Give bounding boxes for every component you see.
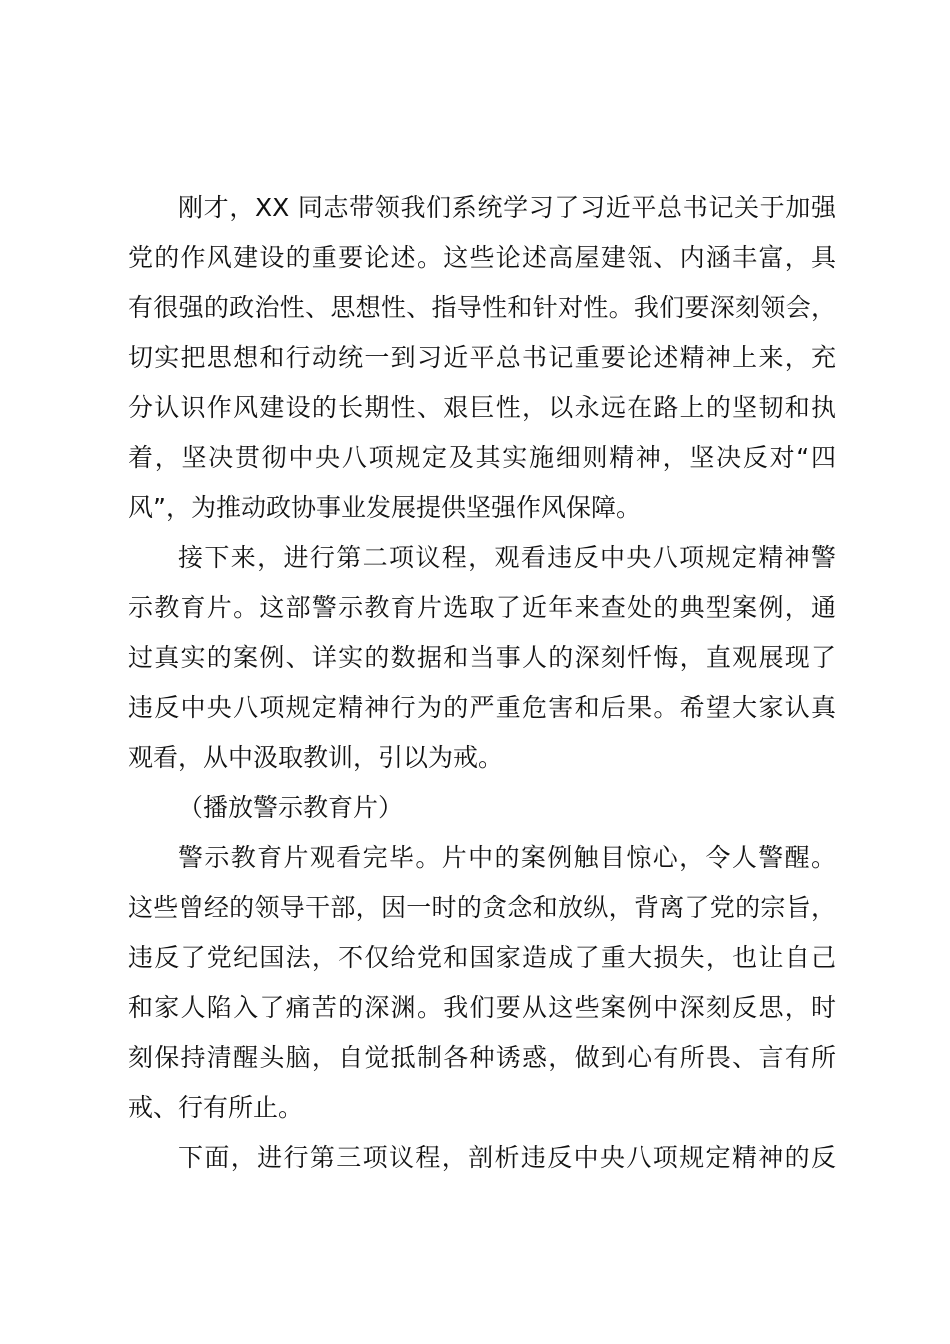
stage-direction-line: （播放警示教育片） bbox=[178, 793, 404, 822]
document-body bbox=[128, 183, 836, 1183]
text-line: 观看，从中汲取教训，引以为戒。 bbox=[128, 743, 504, 772]
text-line: 有很强的政治性、思想性、指导性和针对性。我们要深刻领会， bbox=[128, 293, 836, 322]
text-line: 示教育片。这部警示教育片选取了近年来查处的典型案例，通 bbox=[128, 593, 836, 622]
paragraph-third-agenda bbox=[128, 1133, 836, 1183]
text-line: 切实把思想和行动统一到习近平总书记重要论述精神上来，充 bbox=[128, 343, 836, 372]
text-line: 戒、行有所止。 bbox=[128, 1093, 304, 1122]
paragraph-reflection bbox=[128, 833, 836, 1133]
text-line: 警示教育片观看完毕。片中的案例触目惊心，令人警醒。 bbox=[178, 843, 836, 872]
text-line: 分认识作风建设的长期性、艰巨性，以永远在路上的坚韧和执 bbox=[128, 393, 836, 422]
text-line: 刻保持清醒头脑，自觉抵制各种诱惑，做到心有所畏、言有所 bbox=[128, 1043, 836, 1072]
paragraph-stage-direction bbox=[128, 783, 836, 833]
paragraph-second-agenda bbox=[128, 533, 836, 783]
text-line: 刚才，XX 同志带领我们系统学习了习近平总书记关于加强 bbox=[178, 193, 836, 222]
text-line: 违反中央八项规定精神行为的严重危害和后果。希望大家认真 bbox=[128, 693, 836, 722]
text-line: 着，坚决贯彻中央八项规定及其实施细则精神，坚决反对“四 bbox=[128, 443, 836, 472]
text-line: 风”，为推动政协事业发展提供坚强作风保障。 bbox=[128, 493, 641, 522]
text-line: 违反了党纪国法，不仅给党和国家造成了重大损失，也让自己 bbox=[128, 943, 836, 972]
text-line: 这些曾经的领导干部，因一时的贪念和放纵，背离了党的宗旨， bbox=[128, 893, 836, 922]
paragraph-study-remarks bbox=[128, 183, 836, 533]
text-line: 接下来，进行第二项议程，观看违反中央八项规定精神警 bbox=[178, 543, 836, 572]
text-line: 下面，进行第三项议程，剖析违反中央八项规定精神的反 bbox=[178, 1143, 836, 1172]
text-line: 过真实的案例、详实的数据和当事人的深刻忏悔，直观展现了 bbox=[128, 643, 836, 672]
text-line: 党的作风建设的重要论述。这些论述高屋建瓴、内涵丰富，具 bbox=[128, 243, 836, 272]
text-line: 和家人陷入了痛苦的深渊。我们要从这些案例中深刻反思，时 bbox=[128, 993, 836, 1022]
